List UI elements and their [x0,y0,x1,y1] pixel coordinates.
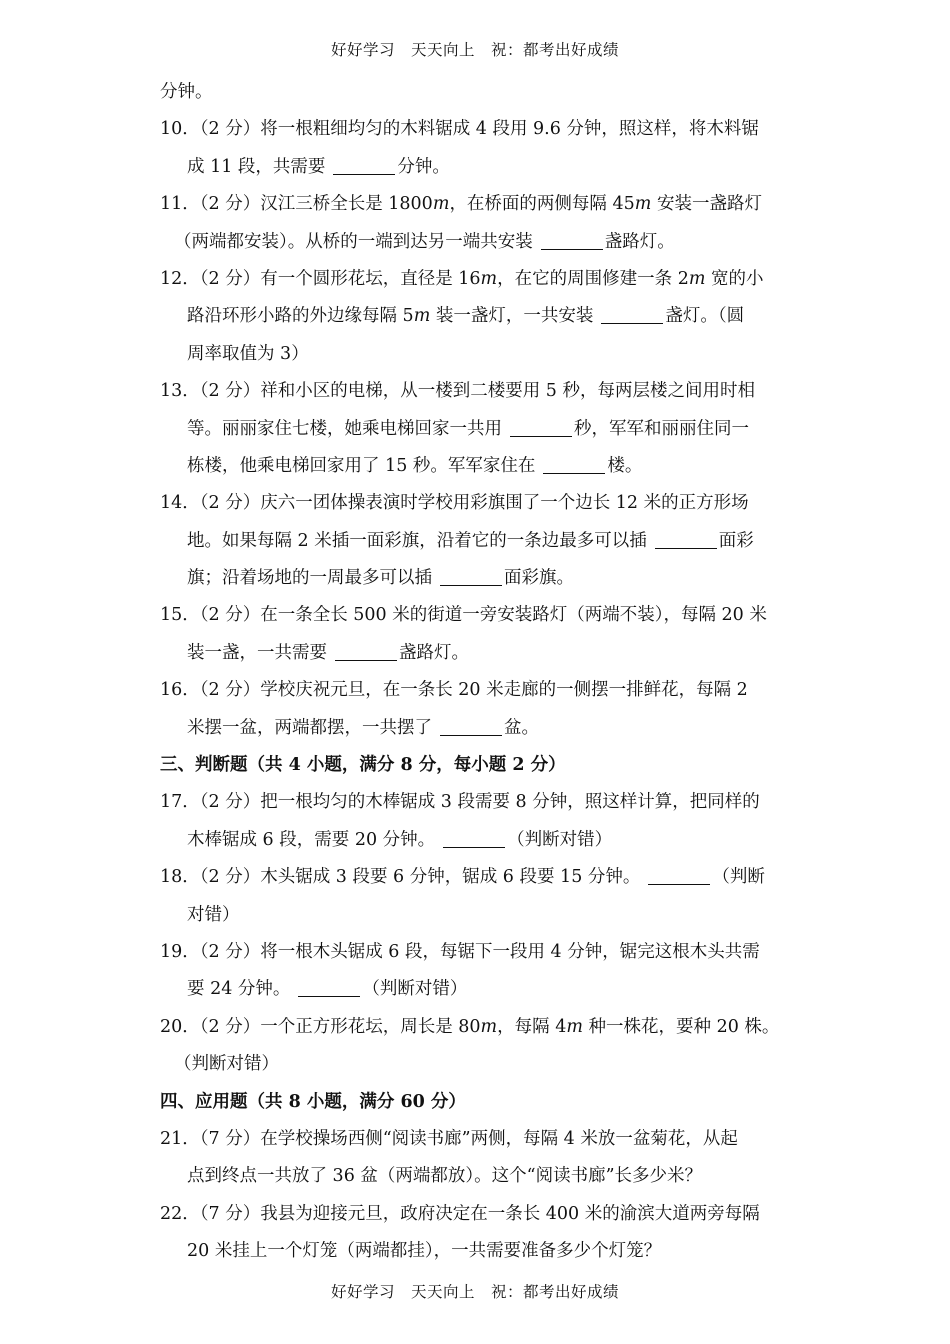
question-12-line-1 [160,261,800,298]
answer-blank[interactable] [655,530,717,549]
question-17-line-2 [160,822,800,859]
text: 要 24 分钟。 [187,979,291,1000]
unit: m [634,194,652,215]
document-body [160,74,800,1271]
text: 路沿环形小路的外边缘每隔 5 [187,306,414,327]
question-21-line-1: 21．（7 分）在学校操场西侧“阅读书廊”两侧，每隔 4 米放一盆菊花，从起 [160,1128,738,1149]
unit: m [480,268,498,289]
answer-blank[interactable] [648,866,710,885]
text: 面彩 [718,530,754,551]
answer-blank[interactable] [440,567,502,586]
text: 种一株花，要种 20 株。 [582,1016,780,1037]
unit: m [480,1016,498,1037]
unit: m [432,194,450,215]
question-19-line-1: 19．（2 分）将一根木头锯成 6 段，每锯下一段用 4 分钟，锯完这根木头共需 [160,941,760,962]
question-20-line-1 [160,1009,800,1046]
text: 面彩旗。 [504,568,574,589]
page-header: 好好学习 天天向上 祝：都考出好成绩 [330,41,619,59]
question-12-line-2 [160,298,800,335]
text: 栋楼，他乘电梯回家用了 15 秒。军军家住在 [187,455,536,476]
text: 分钟。 [397,156,450,177]
text: 地。如果每隔 2 米插一面彩旗，沿着它的一条边最多可以插 [187,530,647,551]
unit: m [688,268,706,289]
answer-blank[interactable] [298,978,360,997]
text: 盏路灯。 [399,642,469,663]
question-10-line-1: 10．（2 分）将一根粗细均匀的木料锯成 4 段用 9.6 分钟，照这样，将木料锯 [160,119,759,140]
text: 等。丽丽家住七楼，她乘电梯回家一共用 [187,418,502,439]
question-10-line-2 [160,149,800,186]
text: 米摆一盆，两端都摆，一共摆了 [187,717,432,738]
text: 秒，军军和丽丽住同一 [574,418,749,439]
question-13-line-2 [160,411,800,448]
question-15-line-2 [160,635,800,672]
text: 木棒锯成 6 段，需要 20 分钟。 [187,829,436,850]
answer-blank[interactable] [335,642,397,661]
question-12-line-3: 周率取值为 3） [187,343,309,364]
page-footer: 好好学习 天天向上 祝：都考出好成绩 [330,1283,619,1301]
text: 盏灯。（圆 [665,306,745,327]
answer-blank[interactable] [443,829,505,848]
answer-blank[interactable] [541,231,603,250]
question-19-line-2 [160,971,800,1008]
text: ，在它的周围修建一条 2 [497,268,689,289]
answer-blank[interactable] [510,418,572,437]
text: 20．（2 分）一个正方形花坛，周长是 80 [160,1016,481,1037]
question-22-line-2: 20 米挂上一个灯笼（两端都挂），一共需要准备多少个灯笼？ [187,1241,662,1262]
answer-blank[interactable] [543,455,605,474]
question-13-line-1: 13．（2 分）祥和小区的电梯，从一楼到二楼要用 5 秒，每两层楼之间用时相 [160,381,755,402]
question-20-line-2: （判断对错） [174,1054,279,1075]
text: 盏路灯。 [604,231,675,252]
text: 装一盏，一共需要 [187,642,327,663]
text: 盆。 [504,717,539,738]
text: （判断对错） [362,979,468,1000]
question-22-line-1: 22．（7 分）我县为迎接元旦，政府决定在一条长 400 米的渝滨大道两旁每隔 [160,1203,760,1224]
text: （判断对错） [507,829,613,850]
answer-blank[interactable] [601,305,663,324]
answer-blank[interactable] [333,156,395,175]
question-16-line-2 [160,710,800,747]
question-14-line-2 [160,523,800,560]
text: ，每隔 4 [497,1016,567,1037]
text: ，在桥面的两侧每隔 45 [449,194,635,215]
text: （两端都安装）。从桥的一端到达另一端共安装 [174,231,533,252]
question-18-line-2: 对错） [187,904,240,925]
text: 12．（2 分）有一个圆形花坛，直径是 16 [160,268,481,289]
section-heading-application: 四、应用题（共 8 小题，满分 60 分） [160,1091,466,1112]
text-line: 分钟。 [160,82,213,102]
text: 楼。 [607,455,643,476]
text: （判断 [712,867,765,888]
text: 旗；沿着场地的一周最多可以插 [187,568,432,589]
question-17-line-1: 17．（2 分）把一根均匀的木棒锯成 3 段需要 8 分钟，照这样计算，把同样的 [160,792,760,813]
question-14-line-3 [160,560,800,597]
question-21-line-2: 点到终点一共放了 36 盆（两端都放）。这个“阅读书廊”长多少米？ [187,1166,703,1187]
unit: m [413,306,431,327]
text: 18．（2 分）木头锯成 3 段要 6 分钟，锯成 6 段要 15 分钟。 [160,867,641,888]
question-16-line-1: 16．（2 分）学校庆祝元旦，在一条长 20 米走廊的一侧摆一排鲜花，每隔 2 [160,680,748,701]
question-14-line-1: 14．（2 分）庆六一团体操表演时学校用彩旗围了一个边长 12 米的正方形场 [160,493,749,514]
unit: m [566,1016,583,1037]
question-11-line-1 [160,186,800,223]
answer-blank[interactable] [440,717,502,736]
text: 成 11 段，共需要 [187,156,326,177]
text: 安装一盏路灯 [651,194,762,215]
question-18-line-1 [160,859,800,896]
text: 11．（2 分）汉江三桥全长是 1800 [160,194,433,215]
question-13-line-3 [160,448,800,485]
section-heading-judgement: 三、判断题（共 4 小题，满分 8 分，每小题 2 分） [160,755,566,776]
text: 装一盏灯，一共安装 [430,306,594,327]
question-11-line-2 [160,224,800,261]
text: 宽的小 [705,268,764,289]
question-15-line-1: 15．（2 分）在一条全长 500 米的街道一旁安装路灯（两端不装），每隔 20 米 [160,605,767,626]
